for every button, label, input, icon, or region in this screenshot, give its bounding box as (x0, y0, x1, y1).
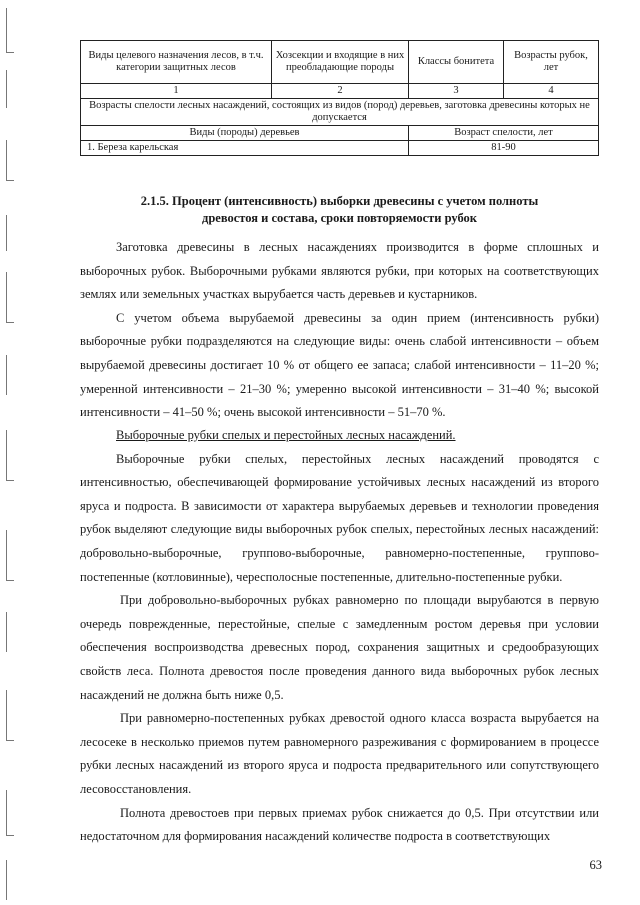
binding-mark (6, 8, 7, 52)
binding-mark (6, 140, 7, 180)
table-cell-species: 1. Береза карельская (81, 141, 409, 156)
body-text-block-2 (80, 424, 599, 849)
table-number-cell: 4 (504, 84, 599, 99)
binding-mark (6, 860, 7, 900)
paragraph: С учетом объема вырубаемой древесины за один прием (интенсивность рубки) выборочные рубки подразделяются на следующие виды: очень слабой интенсивности – объем вырубаемой древесины достигает 10 % от общего ее запаса; слабой интенсивности – 11–20 %; умеренной интенсивности – 21–30 %; умеренно высокой интенсивности – 31–40 %; высокой интенсивности – 41–50 %; очень высокой интенсивности – 51–70 %. (80, 310, 599, 420)
table-number-cell: 1 (81, 84, 272, 99)
binding-marks (0, 0, 20, 905)
subheading-text: Выборочные рубки спелых и перестойных лесных насаждений. (116, 428, 456, 442)
binding-mark (6, 580, 14, 581)
binding-mark (6, 180, 14, 181)
age-table (80, 40, 599, 156)
table-header-cell: Хозсекции и входящие в них преобладающие породы (272, 41, 409, 84)
binding-mark (6, 215, 7, 251)
binding-mark (6, 612, 7, 652)
binding-mark (6, 835, 14, 836)
paragraph: Выборочные рубки спелых, перестойных лесных насаждений проводятся с интенсивностью, обеспечивающей формирование устойчивых лесных насаждений из второго яруса и подроста. В зависимости от характера вырубаемых деревьев и технологии проведения рубок выделяют следующие виды выборочных рубок спелых, перестойных лесных насаждений: добровольно-выборочные, группово-выборочные, равномерно-постепенные, группово-постепенные (котловинные), чересполосные постепенные, длительно-постепенные рубки. (80, 451, 599, 584)
subheading (80, 424, 599, 448)
binding-mark (6, 70, 7, 108)
table-header-cell: Виды целевого назначения лесов, в т.ч. категории защитных лесов (81, 41, 272, 84)
binding-mark (6, 272, 7, 322)
table-subheader-cell: Возраст спелости, лет (409, 126, 599, 141)
binding-mark (6, 530, 7, 580)
paragraph: Заготовка древесины в лесных насаждениях производится в форме сплошных и выборочных рубок. Выборочными рубками являются рубки, при которых на соответствующих землях или земельных участках вырубается часть деревьев и кустарников. (80, 240, 599, 302)
page-number: 63 (589, 858, 602, 872)
binding-mark (6, 480, 14, 481)
section-heading (80, 193, 599, 227)
binding-mark (6, 52, 14, 53)
table-number-cell: 2 (272, 84, 409, 99)
table-number-row (81, 84, 599, 99)
table-number-cell: 3 (409, 84, 504, 99)
paragraph: Полнота древостоев при первых приемах рубок снижается до 0,5. При отсутствии или недостаточном для формирования насаждений количестве подроста в соответствующих (80, 805, 599, 844)
table-header-cell: Возрасты рубок, лет (504, 41, 599, 84)
section-heading-line: древостоя и состава, сроки повторяемости рубок (202, 211, 477, 225)
table-cell-age: 81-90 (409, 141, 599, 156)
binding-mark (6, 322, 14, 323)
binding-mark (6, 790, 7, 835)
binding-mark (6, 740, 14, 741)
paragraph: При добровольно-выборочных рубках равномерно по площади вырубаются в первую очередь поврежденные, перестойные, спелые с замедленным ростом деревья при условии обеспечения воспроизводства древесных пород, сохранения защитных и средообразующих свойств леса. Полнота древостоя после проведения данного вида выборочных рубок лесных насаждений не должна быть ниже 0,5. (80, 593, 599, 702)
table-span-cell: Возрасты спелости лесных насаждений, состоящих из видов (пород) деревьев, заготовка древесины которых не допускается (81, 99, 599, 126)
table-row (81, 141, 599, 156)
binding-mark (6, 690, 7, 740)
body-text-block-1 (80, 236, 599, 425)
binding-mark (6, 430, 7, 480)
paragraph: При равномерно-постепенных рубках древостой одного класса возраста вырубается на лесосеке в несколько приемов путем равномерного разреживания с формированием в процессе рубки лесных насаждений из второго яруса и подроста предварительного или сопутствующего лесовосстановления. (80, 711, 599, 796)
table-header-cell: Классы бонитета (409, 41, 504, 84)
binding-mark (6, 355, 7, 395)
table-subheader-cell: Виды (породы) деревьев (81, 126, 409, 141)
table-subheader-row (81, 126, 599, 141)
section-heading-line: 2.1.5. Процент (интенсивность) выборки древесины с учетом полноты (140, 194, 539, 208)
table-header-row (81, 41, 599, 84)
table-span-row (81, 99, 599, 126)
